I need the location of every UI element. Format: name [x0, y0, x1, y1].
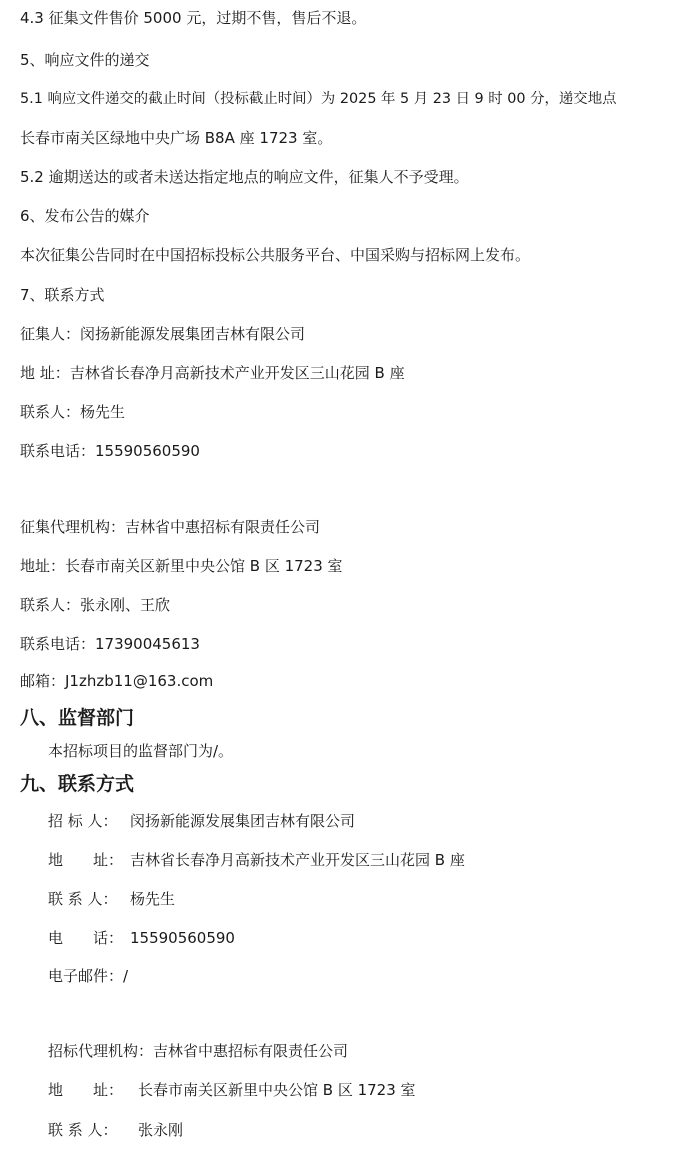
tenderer-email-row	[48, 966, 128, 986]
agency-line: 征集代理机构：吉林省中惠招标有限责任公司	[20, 518, 321, 536]
phone-value: 15590560590	[130, 929, 235, 947]
tenderer-row	[48, 811, 355, 831]
deadline-clause: 5.1 响应文件递交的截止时间（投标截止时间）为 2025 年 5 月 23 日 9 时 00 分，递交地点	[20, 91, 617, 107]
section-7-title: 7、联系方式	[20, 286, 105, 304]
bid-agency-contact-row	[48, 1120, 183, 1140]
late-delivery-clause: 5.2 逾期送达的或者未送达指定地点的响应文件，征集人不予受理。	[20, 168, 469, 186]
tenderer-value: 闵扬新能源发展集团吉林有限公司	[130, 812, 356, 830]
section-6-title: 6、发布公告的媒介	[20, 207, 150, 225]
email-label: 电子邮件：	[48, 967, 124, 985]
bid-agency-value: 吉林省中惠招标有限责任公司	[153, 1042, 349, 1060]
address-label: 地 址：	[48, 851, 124, 869]
tenderer-contact-row	[48, 889, 175, 909]
supervision-department: 本招标项目的监督部门为/。	[48, 742, 234, 760]
contact-value: 杨先生	[130, 890, 176, 908]
section-8-heading: 八、监督部门	[20, 707, 135, 729]
bid-agency-row	[48, 1041, 348, 1061]
bid-agency-address-value: 长春市南关区新里中央公馆 B 区 1723 室	[138, 1081, 416, 1099]
tenderer-phone-row	[48, 928, 235, 948]
address-value: 吉林省长春净月高新技术产业开发区三山花园 B 座	[130, 851, 465, 869]
phone-label: 电 话：	[48, 929, 124, 947]
solicitor-contact: 联系人：杨先生	[20, 403, 126, 421]
bid-agency-label: 招标代理机构：	[48, 1042, 154, 1060]
solicitor-line: 征集人：闵扬新能源发展集团吉林有限公司	[20, 325, 306, 343]
publication-media: 本次征集公告同时在中国招标投标公共服务平台、中国采购与招标网上发布。	[20, 246, 531, 264]
agency-email: 邮箱：J1zhzb11@163.com	[20, 672, 214, 690]
price-clause: 4.3 征集文件售价 5000 元，过期不售，售后不退。	[20, 9, 367, 27]
solicitor-address: 地 址：吉林省长春净月高新技术产业开发区三山花园 B 座	[20, 364, 405, 382]
agency-contact: 联系人：张永刚、王欣	[20, 596, 171, 614]
bid-agency-address-label: 地 址：	[48, 1081, 124, 1099]
delivery-location: 长春市南关区绿地中央广场 B8A 座 1723 室。	[20, 129, 333, 147]
bid-agency-address-row	[48, 1080, 416, 1100]
email-value: /	[123, 967, 129, 985]
solicitor-phone: 联系电话：15590560590	[20, 442, 200, 460]
contact-label: 联 系 人：	[48, 890, 118, 908]
section-5-title: 5、响应文件的递交	[20, 51, 150, 69]
agency-address: 地址：长春市南关区新里中央公馆 B 区 1723 室	[20, 557, 343, 575]
agency-phone: 联系电话：17390045613	[20, 635, 200, 653]
bid-agency-contact-label: 联 系 人：	[48, 1121, 118, 1139]
tenderer-address-row	[48, 850, 465, 870]
tenderer-label: 招 标 人：	[48, 812, 118, 830]
bid-agency-contact-value: 张永刚	[138, 1121, 184, 1139]
section-9-heading: 九、联系方式	[20, 773, 135, 795]
